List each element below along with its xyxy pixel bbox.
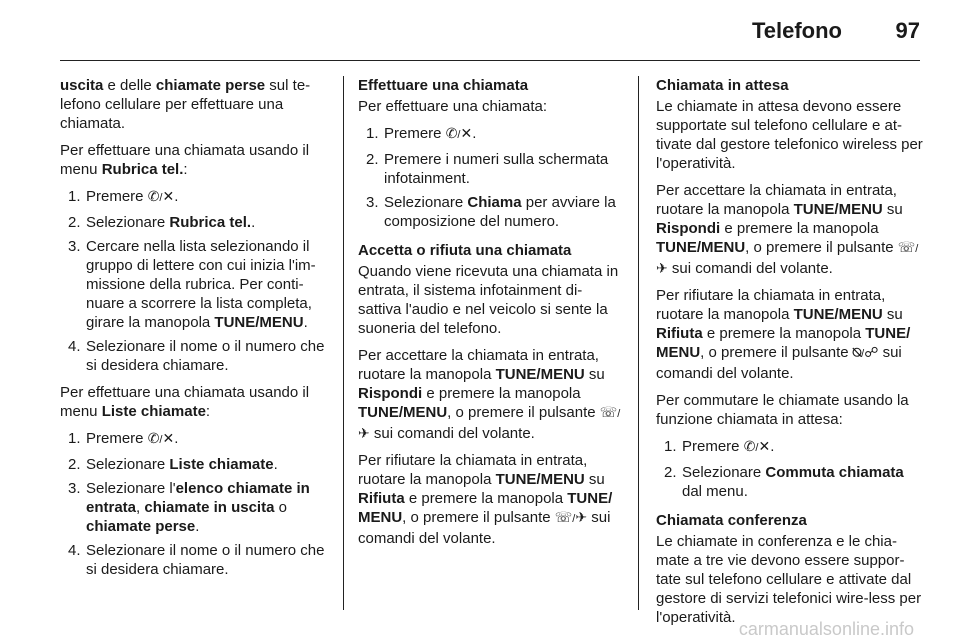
answer-reject-icon: ☏/✈ — [656, 239, 919, 276]
bold-term: TUNE/MENU — [358, 404, 448, 421]
list-item — [656, 437, 924, 458]
header-rule — [60, 60, 920, 61]
text: Per rifiutare la chiamata in entrata, ruotare la manopola — [358, 452, 588, 488]
reject-icon: ⍉/☍ — [852, 344, 879, 360]
paragraph — [60, 141, 328, 179]
text: e premere la manopola — [720, 220, 879, 237]
text: , o premere il pulsante — [700, 344, 853, 361]
text: Selezionare — [682, 464, 766, 481]
bold-term: Liste chiamate — [101, 403, 206, 420]
column-2 — [358, 76, 622, 556]
list-item — [60, 213, 328, 232]
paragraph: Le chiamate in conferenza e le chia-mate a tre vie devono essere suppor-tate sul telefono cellulare e attivate dal gestore di servizi telefonici wire-less per l'operatività. — [656, 533, 922, 626]
phone-end-icon: ✆/✕ — [743, 438, 771, 454]
item-number: 4. — [68, 542, 81, 559]
text: Cercare nella lista selezionando il gruppo di lettere con cui inizia l'im-missione della rubrica. Per conti-nuare a scorrere la lista completa, girare la manopola — [86, 238, 316, 331]
bold-term: Liste chiamate — [169, 456, 274, 473]
text: . — [251, 214, 256, 231]
bold-term: TUNE/MENU — [495, 366, 585, 383]
item-number: 2. — [68, 214, 81, 231]
bold-term: Rubrica tel. — [169, 214, 252, 231]
text: . — [195, 518, 200, 535]
text: sui comandi del volante. — [358, 509, 611, 547]
paragraph: Le chiamate in attesa devono essere supportate sul telefono cellulare e at-tivate dal gestore telefonico wireless per l'operatività. — [656, 98, 923, 172]
answer-reject-icon: ☏/✈ — [358, 404, 621, 441]
list-item — [60, 237, 328, 332]
text: , o premere il pulsante — [745, 239, 898, 256]
page-number: 97 — [895, 18, 920, 43]
text: su — [882, 306, 903, 323]
paragraph — [656, 286, 924, 383]
text: e delle — [103, 77, 156, 94]
text: Premere — [384, 125, 446, 142]
text: Per effettuare una chiamata usando il menu — [60, 384, 310, 420]
list-item — [60, 541, 328, 579]
phone-end-icon: ✆/✕ — [445, 125, 473, 141]
bold-term: Rispondi — [358, 385, 423, 402]
paragraph: Per commutare le chiamate usando la funzione chiamata in attesa: — [656, 392, 909, 428]
section-heading: Chiamata in attesa — [656, 77, 789, 94]
bold-term: Commuta chiamata — [765, 464, 904, 481]
text: . — [303, 314, 308, 331]
paragraph — [60, 76, 328, 133]
text: : — [183, 161, 188, 178]
list-item — [60, 479, 328, 536]
bold-term: TUNE/ MENU — [358, 490, 613, 526]
text: , o premere il pulsante — [402, 509, 555, 526]
column-divider-2 — [638, 76, 639, 610]
bold-term: TUNE/MENU — [793, 306, 883, 323]
paragraph — [60, 383, 328, 421]
column-divider-1 — [343, 76, 344, 610]
text: , — [136, 499, 145, 516]
step-list — [60, 429, 328, 579]
text: sui comandi del volante. — [667, 260, 833, 277]
item-number: 2. — [664, 464, 677, 481]
item-number: 3. — [68, 238, 81, 255]
item-number: 2. — [366, 151, 379, 168]
list-item — [656, 463, 924, 501]
list-item — [358, 193, 622, 231]
text: . — [174, 430, 179, 447]
text: sui comandi del volante. — [369, 425, 535, 442]
column-1 — [60, 76, 328, 587]
text: e premere la manopola — [404, 490, 568, 507]
text: e premere la manopola — [422, 385, 581, 402]
bold-term: TUNE/ MENU — [656, 325, 911, 361]
watermark: carmanualsonline.info — [738, 619, 914, 639]
bold-term: Rifiuta — [656, 325, 703, 342]
answer-reject-icon: ☏/✈ — [554, 509, 588, 525]
item-number: 1. — [366, 125, 379, 142]
text: Per effettuare una chiamata usando il menu — [60, 142, 310, 178]
text: Per rifiutare la chiamata in entrata, ruotare la manopola — [656, 287, 886, 323]
bold-term: chiamate perse — [155, 77, 266, 94]
bold-term: TUNE/MENU — [495, 471, 585, 488]
item-number: 3. — [68, 480, 81, 497]
text: o — [274, 499, 287, 516]
text: per avviare la composizione del numero. — [384, 194, 616, 230]
item-number: 3. — [366, 194, 379, 211]
text: e premere la manopola — [702, 325, 866, 342]
bold-term: Rifiuta — [358, 490, 405, 507]
text: Selezionare — [86, 214, 170, 231]
list-item — [60, 337, 328, 375]
paragraph — [358, 346, 622, 443]
text: sul te-lefono cellulare per effettuare una chiamata. — [60, 77, 311, 132]
text: Selezionare il nome o il numero che si desidera chiamare. — [86, 542, 325, 578]
item-number: 1. — [664, 438, 677, 455]
text: Premere — [86, 188, 148, 205]
bold-term: Rispondi — [656, 220, 721, 237]
paragraph — [656, 181, 924, 278]
list-item — [60, 429, 328, 450]
step-list — [656, 437, 924, 501]
bold-term: elenco chiamate in entrata — [86, 480, 310, 516]
bold-term: chiamate perse — [86, 518, 196, 535]
list-item — [358, 124, 622, 145]
text: dal menu. — [682, 483, 748, 500]
column-3 — [656, 76, 924, 635]
list-item — [60, 455, 328, 474]
text: Premere — [86, 430, 148, 447]
paragraph: Per effettuare una chiamata: — [358, 98, 548, 115]
text: Selezionare — [384, 194, 468, 211]
text: . — [273, 456, 278, 473]
section-heading: Effettuare una chiamata — [358, 77, 529, 94]
section-heading: Chiamata conferenza — [656, 512, 807, 529]
section-heading: Accetta o rifiuta una chiamata — [358, 242, 572, 259]
text: sui comandi del volante. — [656, 344, 902, 382]
bold-term: chiamate in uscita — [144, 499, 275, 516]
item-number: 1. — [68, 188, 81, 205]
phone-end-icon: ✆/✕ — [147, 430, 175, 446]
bold-term: TUNE/MENU — [214, 314, 304, 331]
bold-term: TUNE/MENU — [793, 201, 883, 218]
item-number: 4. — [68, 338, 81, 355]
bold-term: Rubrica tel. — [101, 161, 184, 178]
text: . — [472, 125, 477, 142]
text: su — [882, 201, 903, 218]
bold-term: uscita — [60, 77, 104, 94]
paragraph: Quando viene ricevuta una chiamata in entrata, il sistema infotainment di-sattiva l'audio e nel veicolo si sente la suoneria del telefono. — [358, 263, 619, 337]
text: Premere — [682, 438, 744, 455]
list-item — [60, 187, 328, 208]
bold-term: TUNE/MENU — [656, 239, 746, 256]
text: Premere i numeri sulla schermata infotainment. — [384, 151, 609, 187]
step-list — [60, 187, 328, 375]
text: . — [770, 438, 775, 455]
page-title: Telefono — [751, 18, 842, 43]
text: Selezionare l' — [86, 480, 176, 497]
text: Selezionare il nome o il numero che si desidera chiamare. — [86, 338, 325, 374]
bold-term: Chiama — [467, 194, 522, 211]
phone-end-icon: ✆/✕ — [147, 188, 175, 204]
text: Per accettare la chiamata in entrata, ruotare la manopola — [656, 182, 897, 218]
text: : — [205, 403, 211, 420]
paragraph — [358, 451, 622, 548]
item-number: 2. — [68, 456, 81, 473]
text: Per accettare la chiamata in entrata, ruotare la manopola — [358, 347, 599, 383]
step-list — [358, 124, 622, 231]
text: su — [584, 366, 605, 383]
item-number: 1. — [68, 430, 81, 447]
text: . — [174, 188, 179, 205]
list-item — [358, 150, 622, 188]
text: Selezionare — [86, 456, 170, 473]
text: su — [584, 471, 605, 488]
text: , o premere il pulsante — [447, 404, 600, 421]
